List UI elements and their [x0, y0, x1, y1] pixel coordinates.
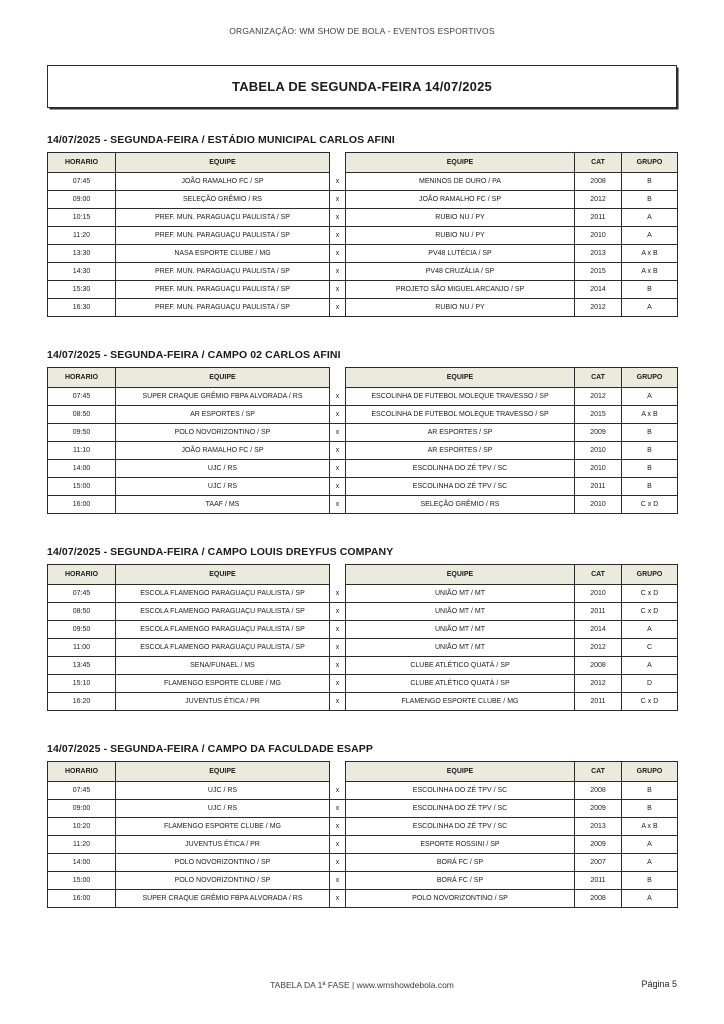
versus-cell: x	[330, 227, 346, 245]
home-team-cell: POLO NOVORIZONTINO / SP	[116, 872, 330, 890]
home-team-cell: TAAF / MS	[116, 496, 330, 514]
away-team-cell: SELEÇÃO GRÊMIO / RS	[346, 496, 575, 514]
page-number: Página 5	[641, 979, 677, 989]
versus-cell: x	[330, 872, 346, 890]
home-team-cell: ESCOLA FLAMENGO PARAGUAÇU PAULISTA / SP	[116, 621, 330, 639]
group-cell: C x D	[622, 585, 678, 603]
col-header-equipe-away: EQUIPE	[346, 153, 575, 173]
category-cell: 2013	[575, 245, 622, 263]
match-row	[48, 245, 678, 263]
match-row	[48, 281, 678, 299]
time-cell: 07:45	[48, 585, 116, 603]
versus-cell: x	[330, 191, 346, 209]
versus-cell: x	[330, 173, 346, 191]
match-row	[48, 496, 678, 514]
group-cell: A	[622, 890, 678, 908]
time-cell: 11:20	[48, 227, 116, 245]
col-header-equipe-away: EQUIPE	[346, 565, 575, 585]
away-team-cell: PV48 LUTÉCIA / SP	[346, 245, 575, 263]
category-cell: 2012	[575, 388, 622, 406]
group-cell: D	[622, 675, 678, 693]
group-cell: B	[622, 782, 678, 800]
home-team-cell: AR ESPORTES / SP	[116, 406, 330, 424]
col-header-equipe-away: EQUIPE	[346, 762, 575, 782]
away-team-cell: UNIÃO MT / MT	[346, 603, 575, 621]
away-team-cell: CLUBE ATLÉTICO QUATÁ / SP	[346, 657, 575, 675]
home-team-cell: ESCOLA FLAMENGO PARAGUAÇU PAULISTA / SP	[116, 603, 330, 621]
match-row	[48, 782, 678, 800]
table-body	[48, 388, 678, 514]
category-cell: 2008	[575, 657, 622, 675]
table-head	[48, 565, 678, 585]
versus-cell: x	[330, 782, 346, 800]
section-heading: 14/07/2025 - SEGUNDA-FEIRA / CAMPO LOUIS DREYFUS COMPANY	[47, 546, 394, 558]
away-team-cell: BORÁ FC / SP	[346, 872, 575, 890]
match-row	[48, 424, 678, 442]
time-cell: 08:50	[48, 406, 116, 424]
time-cell: 16:20	[48, 693, 116, 711]
category-cell: 2013	[575, 818, 622, 836]
table-body	[48, 782, 678, 908]
home-team-cell: PREF. MUN. PARAGUAÇU PAULISTA / SP	[116, 263, 330, 281]
match-row	[48, 209, 678, 227]
schedule-table	[47, 564, 678, 711]
home-team-cell: SELEÇÃO GRÊMIO / RS	[116, 191, 330, 209]
category-cell: 2007	[575, 854, 622, 872]
away-team-cell: FLAMENGO ESPORTE CLUBE / MG	[346, 693, 575, 711]
versus-cell: x	[330, 854, 346, 872]
time-cell: 15:10	[48, 675, 116, 693]
col-header-cat: CAT	[575, 565, 622, 585]
versus-cell: x	[330, 657, 346, 675]
time-cell: 15:00	[48, 872, 116, 890]
versus-cell: x	[330, 603, 346, 621]
group-cell: C x D	[622, 496, 678, 514]
schedule-section	[47, 134, 677, 317]
time-cell: 09:00	[48, 191, 116, 209]
match-row	[48, 173, 678, 191]
group-cell: C x D	[622, 603, 678, 621]
match-row	[48, 621, 678, 639]
time-cell: 09:50	[48, 621, 116, 639]
versus-cell: x	[330, 478, 346, 496]
schedule-section	[47, 349, 677, 514]
col-header-horario: HORARIO	[48, 565, 116, 585]
organization-header: ORGANIZAÇÃO: WM SHOW DE BOLA - EVENTOS ESPORTIVOS	[229, 26, 495, 36]
versus-cell: x	[330, 800, 346, 818]
match-row	[48, 836, 678, 854]
category-cell: 2010	[575, 496, 622, 514]
col-header-equipe-home: EQUIPE	[116, 565, 330, 585]
versus-cell: x	[330, 263, 346, 281]
section-heading: 14/07/2025 - SEGUNDA-FEIRA / ESTÁDIO MUNICIPAL CARLOS AFINI	[47, 134, 395, 146]
match-row	[48, 603, 678, 621]
schedule-section	[47, 546, 677, 711]
home-team-cell: PREF. MUN. PARAGUAÇU PAULISTA / SP	[116, 299, 330, 317]
schedule-table	[47, 761, 678, 908]
away-team-cell: AR ESPORTES / SP	[346, 424, 575, 442]
time-cell: 07:45	[48, 388, 116, 406]
match-row	[48, 854, 678, 872]
time-cell: 11:20	[48, 836, 116, 854]
group-cell: B	[622, 872, 678, 890]
time-cell: 08:50	[48, 603, 116, 621]
home-team-cell: SUPER CRAQUE GRÊMIO FBPA ALVORADA / RS	[116, 890, 330, 908]
category-cell: 2010	[575, 227, 622, 245]
group-cell: A x B	[622, 406, 678, 424]
time-cell: 15:30	[48, 281, 116, 299]
table-head	[48, 368, 678, 388]
versus-cell: x	[330, 675, 346, 693]
header-row	[48, 368, 678, 388]
group-cell: B	[622, 478, 678, 496]
away-team-cell: ESCOLINHA DO ZÉ TPV / SC	[346, 782, 575, 800]
col-header-versus-gap	[330, 368, 346, 388]
category-cell: 2009	[575, 800, 622, 818]
match-row	[48, 585, 678, 603]
versus-cell: x	[330, 639, 346, 657]
versus-cell: x	[330, 245, 346, 263]
category-cell: 2014	[575, 621, 622, 639]
time-cell: 11:00	[48, 639, 116, 657]
time-cell: 13:45	[48, 657, 116, 675]
away-team-cell: ESCOLINHA DO ZÉ TPV / SC	[346, 460, 575, 478]
section-heading: 14/07/2025 - SEGUNDA-FEIRA / CAMPO 02 CARLOS AFINI	[47, 349, 341, 361]
col-header-equipe-home: EQUIPE	[116, 762, 330, 782]
col-header-equipe-home: EQUIPE	[116, 153, 330, 173]
group-cell: B	[622, 424, 678, 442]
col-header-versus-gap	[330, 153, 346, 173]
time-cell: 14:00	[48, 460, 116, 478]
match-row	[48, 263, 678, 281]
away-team-cell: ESCOLINHA DO ZÉ TPV / SC	[346, 818, 575, 836]
time-cell: 16:00	[48, 890, 116, 908]
page-footer	[47, 980, 677, 990]
category-cell: 2010	[575, 460, 622, 478]
away-team-cell: RUBIO NU / PY	[346, 209, 575, 227]
away-team-cell: BORÁ FC / SP	[346, 854, 575, 872]
match-row	[48, 478, 678, 496]
home-team-cell: SUPER CRAQUE GRÊMIO FBPA ALVORADA / RS	[116, 388, 330, 406]
col-header-horario: HORARIO	[48, 368, 116, 388]
col-header-grupo: GRUPO	[622, 368, 678, 388]
away-team-cell: ESCOLINHA DE FUTEBOL MOLEQUE TRAVESSO / SP	[346, 388, 575, 406]
time-cell: 14:00	[48, 854, 116, 872]
match-row	[48, 191, 678, 209]
section-heading: 14/07/2025 - SEGUNDA-FEIRA / CAMPO DA FACULDADE ESAPP	[47, 743, 374, 755]
category-cell: 2014	[575, 281, 622, 299]
col-header-cat: CAT	[575, 368, 622, 388]
match-row	[48, 639, 678, 657]
away-team-cell: ESCOLINHA DO ZÉ TPV / SC	[346, 800, 575, 818]
sections-container	[47, 134, 677, 940]
group-cell: B	[622, 800, 678, 818]
group-cell: C	[622, 639, 678, 657]
category-cell: 2015	[575, 406, 622, 424]
category-cell: 2012	[575, 675, 622, 693]
col-header-horario: HORARIO	[48, 153, 116, 173]
versus-cell: x	[330, 818, 346, 836]
category-cell: 2015	[575, 263, 622, 281]
category-cell: 2011	[575, 478, 622, 496]
group-cell: A	[622, 209, 678, 227]
time-cell: 15:00	[48, 478, 116, 496]
category-cell: 2012	[575, 191, 622, 209]
versus-cell: x	[330, 836, 346, 854]
page-title: TABELA DE SEGUNDA-FEIRA 14/07/2025	[232, 79, 492, 94]
home-team-cell: UJC / RS	[116, 782, 330, 800]
home-team-cell: JOÃO RAMALHO FC / SP	[116, 173, 330, 191]
category-cell: 2008	[575, 173, 622, 191]
table-body	[48, 173, 678, 317]
col-header-cat: CAT	[575, 153, 622, 173]
col-header-equipe-away: EQUIPE	[346, 368, 575, 388]
versus-cell: x	[330, 496, 346, 514]
time-cell: 10:15	[48, 209, 116, 227]
away-team-cell: UNIÃO MT / MT	[346, 585, 575, 603]
away-team-cell: MENINOS DE OURO / PA	[346, 173, 575, 191]
category-cell: 2008	[575, 782, 622, 800]
category-cell: 2009	[575, 424, 622, 442]
group-cell: A	[622, 388, 678, 406]
group-cell: A	[622, 227, 678, 245]
col-header-grupo: GRUPO	[622, 565, 678, 585]
away-team-cell: CLUBE ATLÉTICO QUATÁ / SP	[346, 675, 575, 693]
col-header-horario: HORARIO	[48, 762, 116, 782]
home-team-cell: JOÃO RAMALHO FC / SP	[116, 442, 330, 460]
col-header-versus-gap	[330, 762, 346, 782]
versus-cell: x	[330, 585, 346, 603]
col-header-grupo: GRUPO	[622, 762, 678, 782]
group-cell: A	[622, 657, 678, 675]
footer-text: TABELA DA 1ª FASE | www.wmshowdebola.com	[270, 980, 454, 990]
match-row	[48, 657, 678, 675]
home-team-cell: PREF. MUN. PARAGUAÇU PAULISTA / SP	[116, 227, 330, 245]
title-box	[47, 65, 677, 108]
home-team-cell: UJC / RS	[116, 800, 330, 818]
away-team-cell: RUBIO NU / PY	[346, 227, 575, 245]
versus-cell: x	[330, 209, 346, 227]
category-cell: 2008	[575, 890, 622, 908]
header-row	[48, 153, 678, 173]
away-team-cell: AR ESPORTES / SP	[346, 442, 575, 460]
home-team-cell: ESCOLA FLAMENGO PARAGUAÇU PAULISTA / SP	[116, 585, 330, 603]
away-team-cell: POLO NOVORIZONTINO / SP	[346, 890, 575, 908]
away-team-cell: ESPORTE ROSSINI / SP	[346, 836, 575, 854]
col-header-grupo: GRUPO	[622, 153, 678, 173]
away-team-cell: PROJETO SÃO MIGUEL ARCANJO / SP	[346, 281, 575, 299]
match-row	[48, 890, 678, 908]
time-cell: 09:50	[48, 424, 116, 442]
group-cell: B	[622, 442, 678, 460]
category-cell: 2010	[575, 585, 622, 603]
time-cell: 07:45	[48, 173, 116, 191]
versus-cell: x	[330, 406, 346, 424]
group-cell: B	[622, 173, 678, 191]
header-row	[48, 762, 678, 782]
match-row	[48, 299, 678, 317]
match-row	[48, 800, 678, 818]
away-team-cell: ESCOLINHA DO ZÉ TPV / SC	[346, 478, 575, 496]
table-body	[48, 585, 678, 711]
time-cell: 13:30	[48, 245, 116, 263]
match-row	[48, 442, 678, 460]
home-team-cell: UJC / RS	[116, 478, 330, 496]
group-cell: A	[622, 836, 678, 854]
col-header-cat: CAT	[575, 762, 622, 782]
away-team-cell: RUBIO NU / PY	[346, 299, 575, 317]
home-team-cell: NASA ESPORTE CLUBE / MG	[116, 245, 330, 263]
table-head	[48, 153, 678, 173]
schedule-table	[47, 367, 678, 514]
home-team-cell: FLAMENGO ESPORTE CLUBE / MG	[116, 675, 330, 693]
time-cell: 09:00	[48, 800, 116, 818]
home-team-cell: PREF. MUN. PARAGUAÇU PAULISTA / SP	[116, 281, 330, 299]
group-cell: A x B	[622, 818, 678, 836]
category-cell: 2012	[575, 639, 622, 657]
group-cell: A	[622, 621, 678, 639]
away-team-cell: ESCOLINHA DE FUTEBOL MOLEQUE TRAVESSO / SP	[346, 406, 575, 424]
versus-cell: x	[330, 460, 346, 478]
match-row	[48, 406, 678, 424]
group-cell: A x B	[622, 245, 678, 263]
category-cell: 2011	[575, 872, 622, 890]
match-row	[48, 460, 678, 478]
header-row	[48, 565, 678, 585]
match-row	[48, 675, 678, 693]
match-row	[48, 872, 678, 890]
schedule-table	[47, 152, 678, 317]
versus-cell: x	[330, 890, 346, 908]
versus-cell: x	[330, 693, 346, 711]
home-team-cell: POLO NOVORIZONTINO / SP	[116, 424, 330, 442]
away-team-cell: UNIÃO MT / MT	[346, 639, 575, 657]
match-row	[48, 693, 678, 711]
category-cell: 2012	[575, 299, 622, 317]
home-team-cell: FLAMENGO ESPORTE CLUBE / MG	[116, 818, 330, 836]
home-team-cell: UJC / RS	[116, 460, 330, 478]
versus-cell: x	[330, 621, 346, 639]
home-team-cell: POLO NOVORIZONTINO / SP	[116, 854, 330, 872]
match-row	[48, 227, 678, 245]
group-cell: B	[622, 191, 678, 209]
home-team-cell: JUVENTUS ÉTICA / PR	[116, 693, 330, 711]
match-row	[48, 388, 678, 406]
table-head	[48, 762, 678, 782]
time-cell: 07:45	[48, 782, 116, 800]
versus-cell: x	[330, 424, 346, 442]
group-cell: A x B	[622, 263, 678, 281]
versus-cell: x	[330, 388, 346, 406]
category-cell: 2011	[575, 209, 622, 227]
match-row	[48, 818, 678, 836]
group-cell: A	[622, 854, 678, 872]
versus-cell: x	[330, 281, 346, 299]
group-cell: A	[622, 299, 678, 317]
col-header-versus-gap	[330, 565, 346, 585]
away-team-cell: UNIÃO MT / MT	[346, 621, 575, 639]
time-cell: 16:00	[48, 496, 116, 514]
time-cell: 11:10	[48, 442, 116, 460]
away-team-cell: PV48 CRUZÁLIA / SP	[346, 263, 575, 281]
time-cell: 10:20	[48, 818, 116, 836]
schedule-section	[47, 743, 677, 908]
category-cell: 2010	[575, 442, 622, 460]
home-team-cell: JUVENTUS ÉTICA / PR	[116, 836, 330, 854]
group-cell: B	[622, 460, 678, 478]
time-cell: 16:30	[48, 299, 116, 317]
versus-cell: x	[330, 299, 346, 317]
group-cell: B	[622, 281, 678, 299]
category-cell: 2011	[575, 693, 622, 711]
time-cell: 14:30	[48, 263, 116, 281]
group-cell: C x D	[622, 693, 678, 711]
home-team-cell: SENA/FUNAEL / MS	[116, 657, 330, 675]
category-cell: 2009	[575, 836, 622, 854]
home-team-cell: ESCOLA FLAMENGO PARAGUAÇU PAULISTA / SP	[116, 639, 330, 657]
home-team-cell: PREF. MUN. PARAGUAÇU PAULISTA / SP	[116, 209, 330, 227]
versus-cell: x	[330, 442, 346, 460]
away-team-cell: JOÃO RAMALHO FC / SP	[346, 191, 575, 209]
col-header-equipe-home: EQUIPE	[116, 368, 330, 388]
category-cell: 2011	[575, 603, 622, 621]
